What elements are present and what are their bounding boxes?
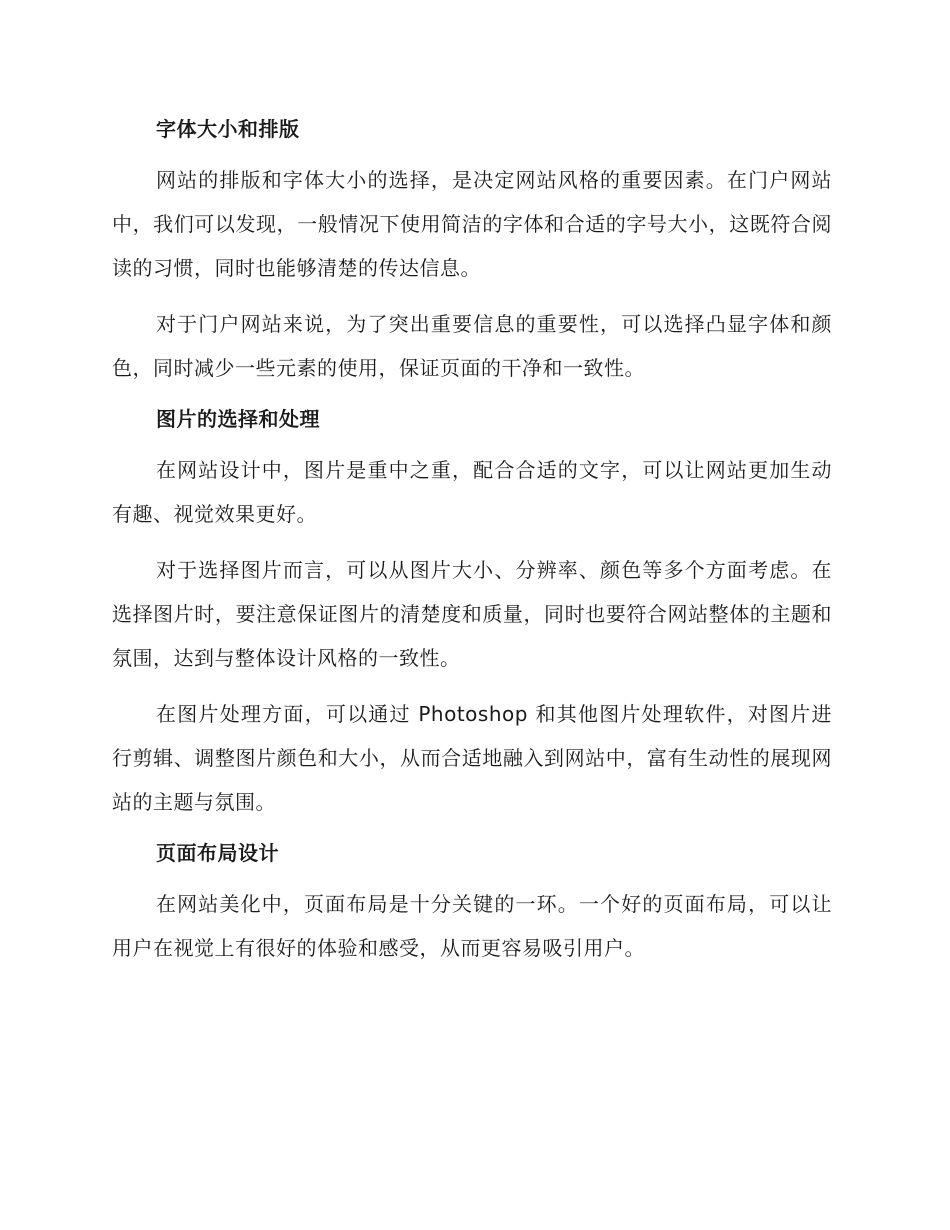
paragraph: 在网站设计中，图片是重中之重，配合合适的文字，可以让网站更加生动有趣、视觉效果更好。: [112, 458, 832, 526]
paragraph: 对于门户网站来说，为了突出重要信息的重要性，可以选择凸显字体和颜色，同时减少一些元素的使用，保证页面的干净和一致性。: [112, 312, 832, 380]
section-heading-page-layout: 页面布局设计: [156, 841, 279, 865]
paragraph: 在网站美化中，页面布局是十分关键的一环。一个好的页面布局，可以让用户在视觉上有很好的体验和感受，从而更容易吸引用户。: [112, 892, 832, 960]
section-heading-font-layout: 字体大小和排版: [156, 117, 300, 141]
paragraph: 在图片处理方面，可以通过 Photoshop 和其他图片处理软件，对图片进行剪辑、调整图片颜色和大小，从而合适地融入到网站中，富有生动性的展现网站的主题与氛围。: [112, 702, 832, 814]
paragraph: 对于选择图片而言，可以从图片大小、分辨率、颜色等多个方面考虑。在选择图片时，要注意保证图片的清楚度和质量，同时也要符合网站整体的主题和氛围，达到与整体设计风格的一致性。: [112, 558, 832, 670]
paragraph: 网站的排版和字体大小的选择，是决定网站风格的重要因素。在门户网站中，我们可以发现，一般情况下使用简洁的字体和合适的字号大小，这既符合阅读的习惯，同时也能够清楚的传达信息。: [112, 168, 832, 280]
section-heading-image-selection: 图片的选择和处理: [156, 407, 320, 431]
